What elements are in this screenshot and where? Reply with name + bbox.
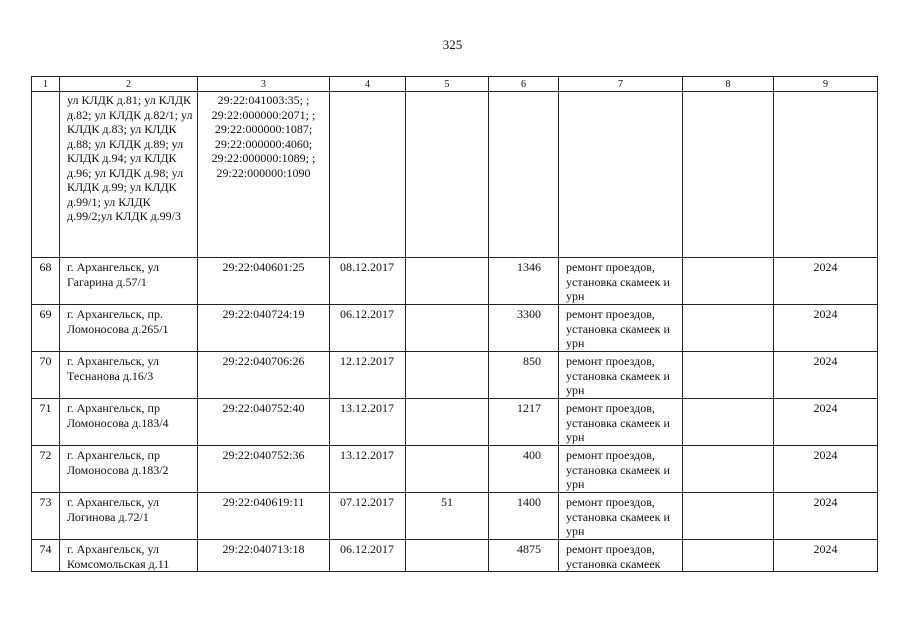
works-cell: ремонт проездов, установка скамеек и урн xyxy=(559,399,683,446)
address-cell: г. Архангельск, ул Логинова д.72/1 xyxy=(60,493,198,540)
area-cell: 400 xyxy=(489,446,559,493)
row-number-cell xyxy=(32,92,60,258)
column-8-cell xyxy=(683,92,774,258)
area-cell: 1400 xyxy=(489,493,559,540)
header-cell: 9 xyxy=(774,77,878,92)
header-cell: 6 xyxy=(489,77,559,92)
row-number-cell: 74 xyxy=(32,540,60,572)
header-cell: 2 xyxy=(60,77,198,92)
works-cell: ремонт проездов, установка скамеек xyxy=(559,540,683,572)
year-cell: 2024 xyxy=(774,446,878,493)
date-cell: 13.12.2017 xyxy=(330,399,406,446)
column-8-cell xyxy=(683,305,774,352)
cadastral-number-cell: 29:22:040724:19 xyxy=(198,305,330,352)
area-cell: 3300 xyxy=(489,305,559,352)
address-cell: ул КЛДК д.81; ул КЛДК д.82; ул КЛДК д.82/1; ул КЛДК д.83; ул КЛДК д.88; ул КЛДК д.89; ул КЛДК д.94; ул КЛДК д.96; ул КЛДК д.98; ул КЛДК д.99; ул КЛДК д.99/1; ул КЛДК д.99/2;ул КЛДК д.99/3 xyxy=(60,92,198,258)
year-cell: 2024 xyxy=(774,540,878,572)
row-number-cell: 69 xyxy=(32,305,60,352)
table-row xyxy=(32,540,878,572)
column-8-cell xyxy=(683,399,774,446)
column-5-cell xyxy=(406,352,489,399)
table-row xyxy=(32,399,878,446)
address-cell: г. Архангельск, пр. Ломоносова д.265/1 xyxy=(60,305,198,352)
cadastral-number-cell: 29:22:040706:26 xyxy=(198,352,330,399)
header-cell: 1 xyxy=(32,77,60,92)
row-number-cell: 70 xyxy=(32,352,60,399)
row-number-cell: 71 xyxy=(32,399,60,446)
works-cell: ремонт проездов, установка скамеек и урн xyxy=(559,258,683,305)
page-number: 325 xyxy=(442,37,463,52)
cadastral-number-cell: 29:22:040752:36 xyxy=(198,446,330,493)
date-cell: 07.12.2017 xyxy=(330,493,406,540)
area-cell: 1217 xyxy=(489,399,559,446)
year-cell xyxy=(774,92,878,258)
column-8-cell xyxy=(683,446,774,493)
table-row xyxy=(32,493,878,540)
column-8-cell xyxy=(683,540,774,572)
date-cell: 13.12.2017 xyxy=(330,446,406,493)
works-cell xyxy=(559,92,683,258)
column-5-cell xyxy=(406,258,489,305)
column-8-cell xyxy=(683,258,774,305)
year-cell: 2024 xyxy=(774,258,878,305)
address-cell: г. Архангельск, ул Теснанова д.16/3 xyxy=(60,352,198,399)
address-cell: г. Архангельск, пр Ломоносова д.183/4 xyxy=(60,399,198,446)
date-cell: 08.12.2017 xyxy=(330,258,406,305)
date-cell xyxy=(330,92,406,258)
date-cell: 12.12.2017 xyxy=(330,352,406,399)
cadastral-number-cell: 29:22:040752:40 xyxy=(198,399,330,446)
row-number-cell: 68 xyxy=(32,258,60,305)
table-row xyxy=(32,92,878,258)
column-5-cell xyxy=(406,92,489,258)
year-cell: 2024 xyxy=(774,352,878,399)
row-number-cell: 73 xyxy=(32,493,60,540)
header-cell: 7 xyxy=(559,77,683,92)
works-cell: ремонт проездов, установка скамеек и урн xyxy=(559,493,683,540)
table-row xyxy=(32,305,878,352)
year-cell: 2024 xyxy=(774,399,878,446)
cadastral-number-cell: 29:22:041003:35; ; 29:22:000000:2071; ; 29:22:000000:1087; 29:22:000000:4060; 29:22:000000:1089; ; 29:22:000000:1090 xyxy=(198,92,330,258)
table-header-row xyxy=(32,77,878,92)
date-cell: 06.12.2017 xyxy=(330,305,406,352)
year-cell: 2024 xyxy=(774,305,878,352)
header-cell: 4 xyxy=(330,77,406,92)
column-5-cell: 51 xyxy=(406,493,489,540)
table-row xyxy=(32,352,878,399)
column-8-cell xyxy=(683,352,774,399)
header-cell: 5 xyxy=(406,77,489,92)
works-cell: ремонт проездов, установка скамеек и урн xyxy=(559,446,683,493)
works-cell: ремонт проездов, установка скамеек и урн xyxy=(559,305,683,352)
cadastral-number-cell: 29:22:040619:11 xyxy=(198,493,330,540)
data-table xyxy=(31,76,878,572)
works-cell: ремонт проездов, установка скамеек и урн xyxy=(559,352,683,399)
header-cell: 8 xyxy=(683,77,774,92)
address-cell: г. Архангельск, ул Гагарина д.57/1 xyxy=(60,258,198,305)
address-cell: г. Архангельск, пр Ломоносова д.183/2 xyxy=(60,446,198,493)
table-row xyxy=(32,258,878,305)
year-cell: 2024 xyxy=(774,493,878,540)
header-cell: 3 xyxy=(198,77,330,92)
table-row xyxy=(32,446,878,493)
column-5-cell xyxy=(406,399,489,446)
area-cell: 4875 xyxy=(489,540,559,572)
column-5-cell xyxy=(406,540,489,572)
cadastral-number-cell: 29:22:040713:18 xyxy=(198,540,330,572)
row-number-cell: 72 xyxy=(32,446,60,493)
address-cell: г. Архангельск, ул Комсомольская д.11 xyxy=(60,540,198,572)
area-cell xyxy=(489,92,559,258)
column-5-cell xyxy=(406,305,489,352)
date-cell: 06.12.2017 xyxy=(330,540,406,572)
area-cell: 1346 xyxy=(489,258,559,305)
column-8-cell xyxy=(683,493,774,540)
area-cell: 850 xyxy=(489,352,559,399)
cadastral-number-cell: 29:22:040601:25 xyxy=(198,258,330,305)
column-5-cell xyxy=(406,446,489,493)
